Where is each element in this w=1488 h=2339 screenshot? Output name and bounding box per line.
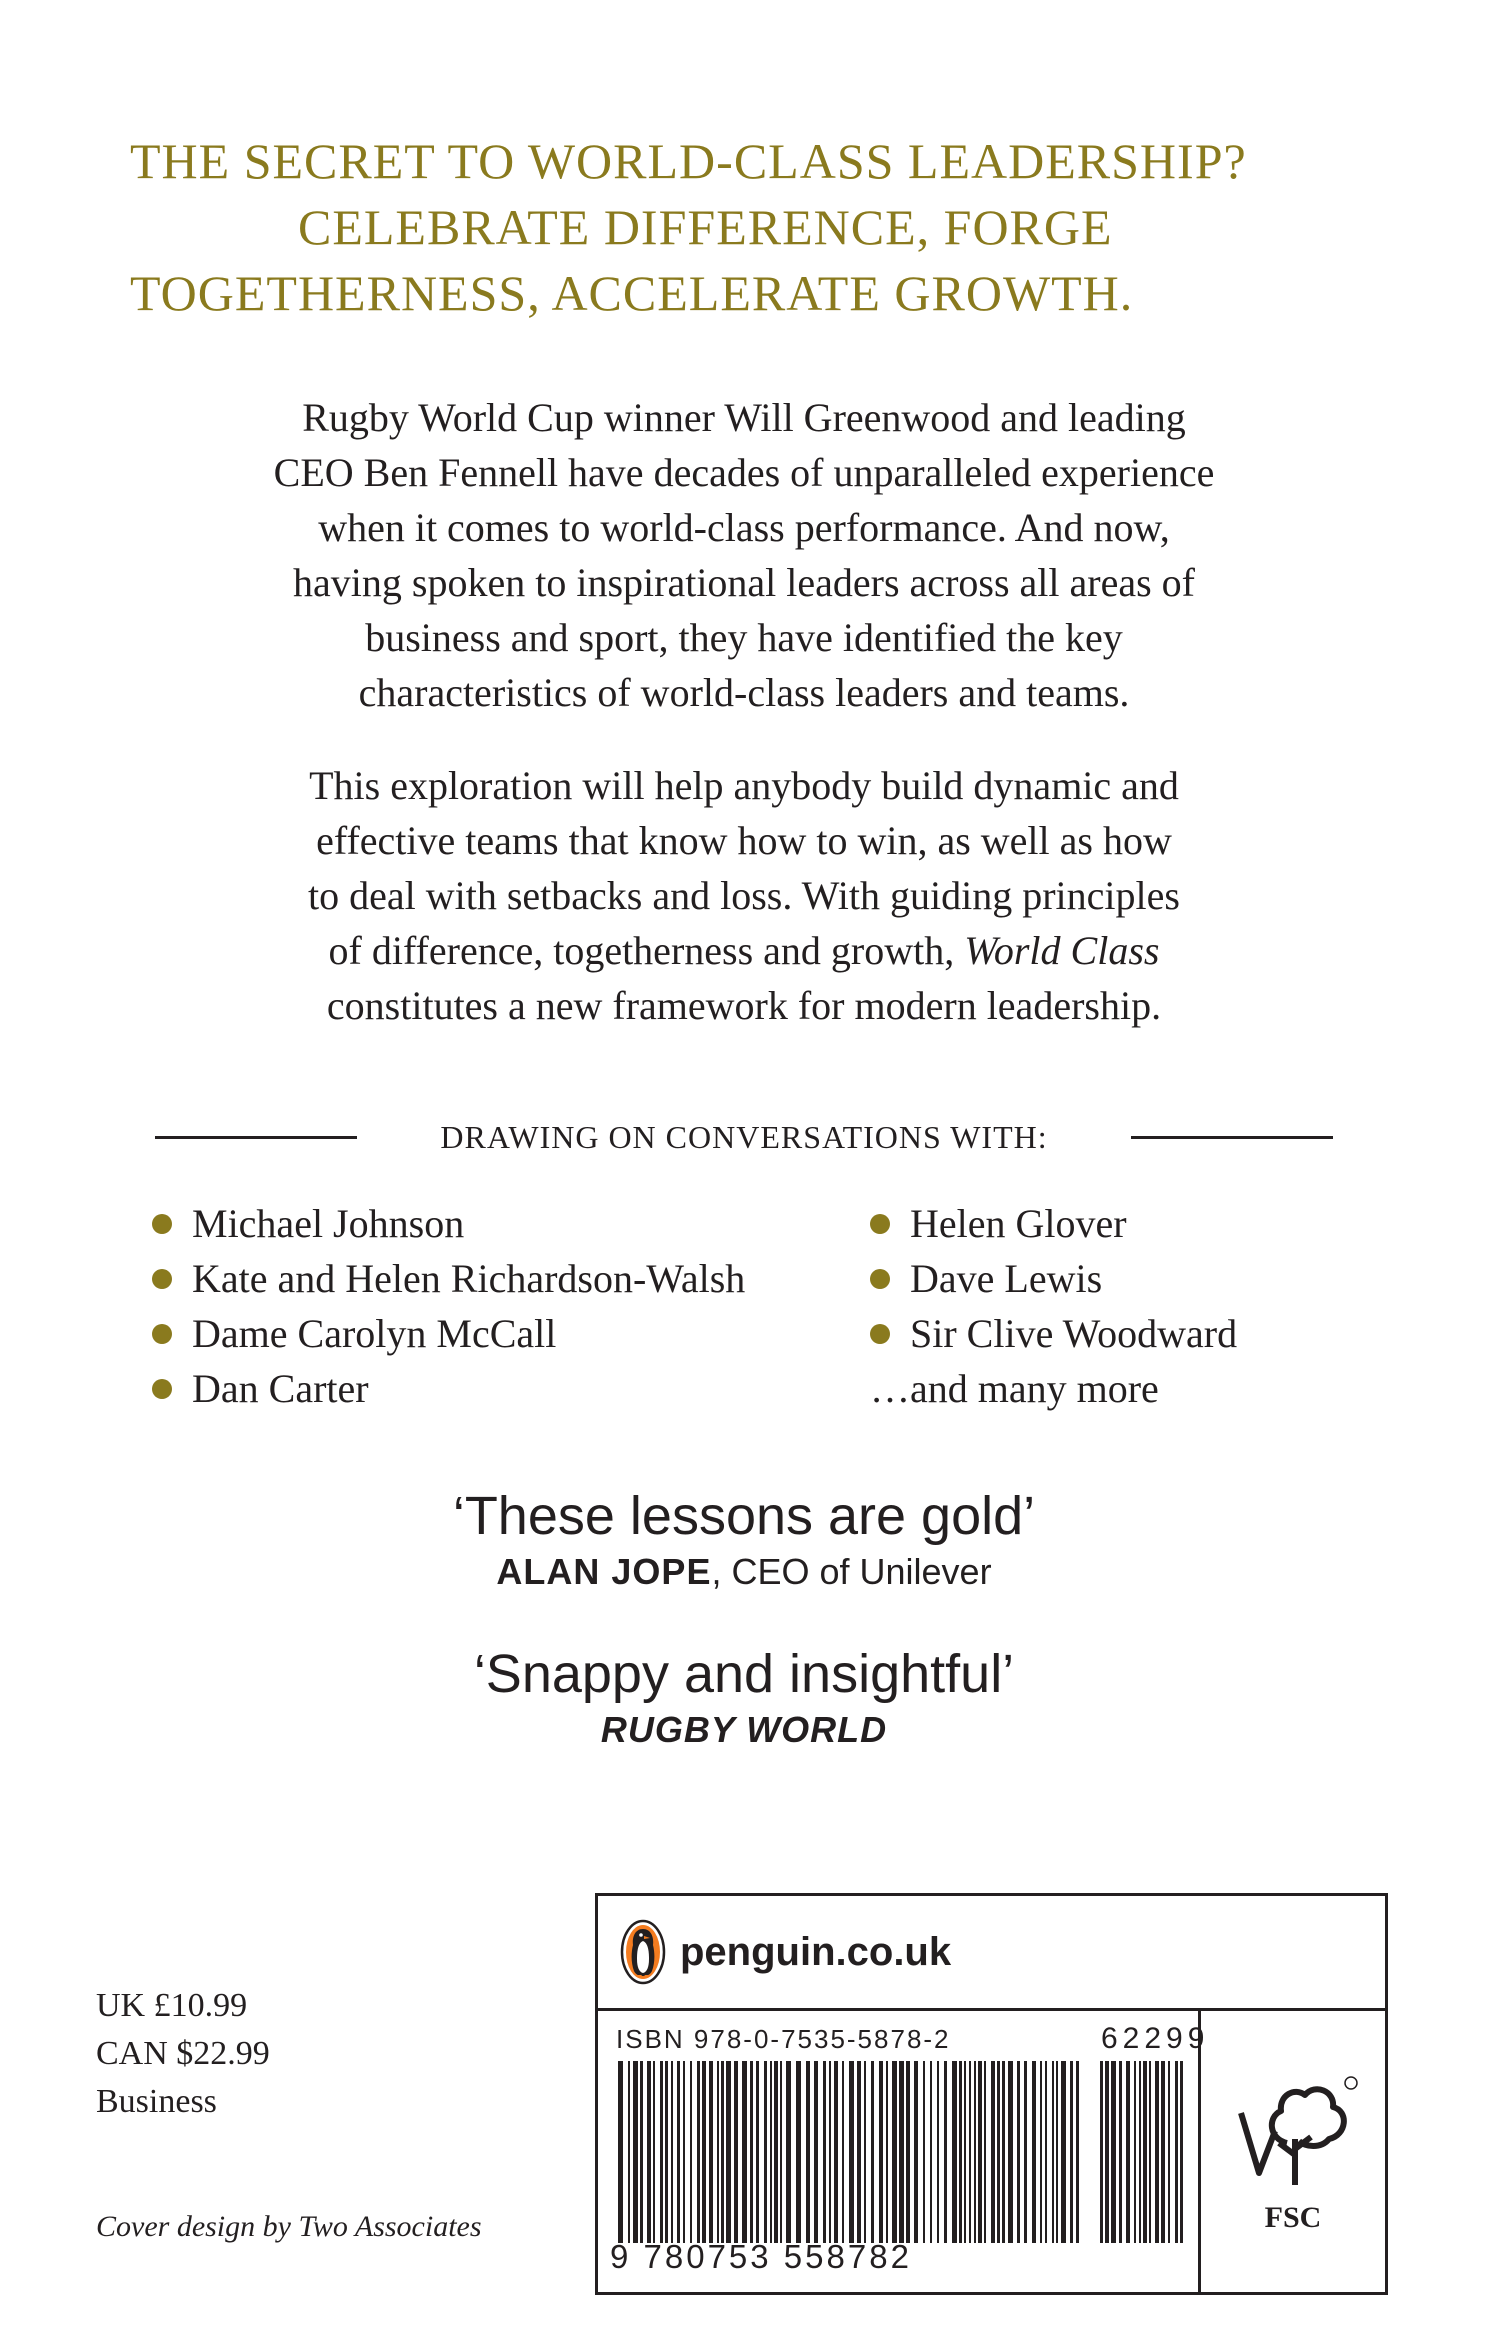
- barcode-bar: [1180, 2061, 1183, 2243]
- publisher-website: penguin.co.uk: [680, 1929, 952, 1974]
- barcode-bar: [786, 2061, 791, 2243]
- barcode-bar: [653, 2061, 655, 2243]
- blurb-line: Rugby World Cup winner Will Greenwood and leading: [302, 395, 1186, 440]
- headline-line-3: TOGETHERNESS, ACCELERATE GROWTH.: [130, 265, 1134, 321]
- barcode-bar: [734, 2061, 738, 2243]
- barcode-bar: [849, 2061, 854, 2243]
- barcode-bar: [742, 2061, 747, 2243]
- cover-design-credit: Cover design by Two Associates: [96, 2210, 482, 2243]
- barcode-icon: [616, 2061, 1086, 2243]
- blurb-paragraph-1: [100, 390, 1388, 720]
- blurb-paragraph-2: [100, 758, 1388, 1033]
- barcode-bar: [628, 2061, 630, 2243]
- blurb-line: when it comes to world-class performance. And now,: [318, 505, 1170, 550]
- quote-text: ‘Snappy and insightful’: [473, 1644, 1015, 1704]
- barcode-bar: [1143, 2061, 1147, 2243]
- blurb-line: This exploration will help anybody build dynamic and: [309, 763, 1179, 808]
- blurb-line: characteristics of world-class leaders and teams.: [358, 670, 1130, 715]
- barcode-bar: [1126, 2061, 1130, 2243]
- price-can: CAN $22.99: [96, 2035, 270, 2072]
- barcode-bar: [1105, 2061, 1109, 2243]
- barcode-bar: [1119, 2061, 1122, 2243]
- barcode-bar: [660, 2061, 663, 2243]
- barcode-bar: [697, 2061, 700, 2243]
- bullet-icon: [870, 1269, 890, 1289]
- fsc-label: FSC: [1264, 2201, 1322, 2234]
- list-item: [152, 1306, 745, 1361]
- pricing-block: [96, 1982, 270, 2126]
- bullet-icon: [152, 1324, 172, 1344]
- bullet-icon: [870, 1214, 890, 1234]
- barcode-bar: [1139, 2061, 1141, 2243]
- blurb-line: [100, 923, 1388, 978]
- barcode-addon-icon: [1098, 2061, 1188, 2243]
- quote-text: ‘These lessons are gold’: [452, 1486, 1036, 1546]
- bullet-icon: [152, 1214, 172, 1234]
- barcode-bar: [1024, 2061, 1027, 2243]
- fsc-cell: [1198, 2011, 1385, 2292]
- divider-right: [1131, 1136, 1333, 1139]
- barcode-bar: [1002, 2061, 1005, 2243]
- barcode-bar: [1032, 2061, 1036, 2243]
- blurb-text: of difference, togetherness and growth,: [328, 928, 965, 973]
- barcode-bar: [806, 2061, 810, 2243]
- barcode-bar: [640, 2061, 643, 2243]
- barcode-bar: [774, 2061, 778, 2243]
- conversations-heading-row: [155, 1112, 1333, 1162]
- barcode-bar: [1134, 2061, 1136, 2243]
- review-quote-1: [0, 1484, 1488, 1596]
- conversations-heading: DRAWING ON CONVERSATIONS WITH:: [440, 1118, 1048, 1155]
- contributors-list-left: [152, 1196, 745, 1416]
- list-item: [870, 1306, 1237, 1361]
- list-item: [870, 1196, 1237, 1251]
- barcode-bar: [671, 2061, 673, 2243]
- contributor-name: Dan Carter: [192, 1366, 369, 1411]
- barcode-bar: [764, 2061, 767, 2243]
- barcode-bar: [864, 2061, 866, 2243]
- review-quote-2: [0, 1642, 1488, 1754]
- barcode-bar: [709, 2061, 713, 2243]
- bullet-icon: [152, 1269, 172, 1289]
- barcode-addon-digits: 62299: [1101, 2022, 1210, 2055]
- barcode-bar: [969, 2061, 971, 2243]
- contributor-name: Helen Glover: [910, 1201, 1127, 1246]
- barcode-bar: [1040, 2061, 1042, 2243]
- price-uk: UK £10.99: [96, 1987, 248, 2024]
- barcode-bar: [1017, 2061, 1020, 2243]
- barcode-bar: [1168, 2061, 1170, 2243]
- barcode-bar: [991, 2061, 995, 2243]
- isbn-number: ISBN 978-0-7535-5878-2: [616, 2024, 951, 2054]
- headline-line-1: THE SECRET TO WORLD-CLASS LEADERSHIP?: [130, 133, 1247, 189]
- blurb-line: having spoken to inspirational leaders across all areas of: [293, 560, 1195, 605]
- barcode-bar: [959, 2061, 962, 2243]
- barcode-bar: [1175, 2061, 1178, 2243]
- divider-left: [155, 1136, 357, 1139]
- barcode-bar: [879, 2061, 883, 2243]
- fsc-tree-icon: [1229, 2073, 1364, 2193]
- barcode-bar: [1155, 2061, 1159, 2243]
- barcode-bar: [857, 2061, 861, 2243]
- headline-line-2: CELEBRATE DIFFERENCE, FORGE: [298, 199, 1113, 255]
- blurb-line: to deal with setbacks and loss. With guiding principles: [308, 873, 1180, 918]
- barcode-bar: [842, 2061, 844, 2243]
- barcode-bar: [665, 2061, 668, 2243]
- contributor-name: Dame Carolyn McCall: [192, 1311, 557, 1356]
- blurb-line: effective teams that know how to win, as well as how: [316, 818, 1172, 863]
- barcode-bar: [952, 2061, 957, 2243]
- barcode-bar: [823, 2061, 826, 2243]
- list-item: [152, 1361, 745, 1416]
- barcode-bar: [974, 2061, 976, 2243]
- blurb-line: business and sport, they have identified the key: [365, 615, 1123, 660]
- barcode-bar: [1061, 2061, 1066, 2243]
- blurb-line: CEO Ben Fennell have decades of unparalleled experience: [273, 450, 1215, 495]
- barcode-bar: [702, 2061, 706, 2243]
- barcode-bar: [892, 2061, 897, 2243]
- barcode-bar: [1056, 2061, 1058, 2243]
- barcode-bar: [633, 2061, 638, 2243]
- barcode-bar: [1161, 2061, 1165, 2243]
- contributor-name: Kate and Helen Richardson-Walsh: [192, 1256, 746, 1301]
- barcode-bar: [1008, 2061, 1013, 2243]
- blurb-line: constitutes a new framework for modern leadership.: [326, 983, 1162, 1028]
- category-label: Business: [96, 2083, 217, 2120]
- barcode-bar: [984, 2061, 986, 2243]
- barcode-bar: [1070, 2061, 1073, 2243]
- barcode-bar: [1149, 2061, 1151, 2243]
- list-item: [152, 1196, 745, 1251]
- barcode-bar: [997, 2061, 1000, 2243]
- quote-author-role: , CEO of Unilever: [711, 1551, 992, 1592]
- barcode-bar: [1076, 2061, 1079, 2243]
- quote-attribution: [0, 1548, 1488, 1596]
- barcode-bar: [770, 2061, 772, 2243]
- barcode-bar: [726, 2061, 731, 2243]
- quote-author: ALAN JOPE: [496, 1551, 712, 1592]
- barcode-bar: [814, 2061, 818, 2243]
- barcode-bar: [923, 2061, 925, 2243]
- penguin-logo-icon: [620, 1919, 666, 1985]
- barcode-bar: [886, 2061, 888, 2243]
- barcode-bar: [750, 2061, 753, 2243]
- contributor-name: Michael Johnson: [192, 1201, 465, 1246]
- barcode-bar: [647, 2061, 651, 2243]
- barcode-bar: [930, 2061, 932, 2243]
- barcode-bar: [914, 2061, 918, 2243]
- list-item: [152, 1251, 745, 1306]
- barcode-bar: [756, 2061, 759, 2243]
- bullet-icon: [870, 1324, 890, 1344]
- barcode-bar: [1045, 2061, 1047, 2243]
- quote-source: RUGBY WORLD: [600, 1709, 888, 1750]
- barcode-bar: [683, 2061, 685, 2243]
- barcode-bar: [906, 2061, 910, 2243]
- barcode-bar: [780, 2061, 782, 2243]
- barcode-bar: [717, 2061, 719, 2243]
- barcode-bar: [937, 2061, 939, 2243]
- headline: [130, 128, 1370, 326]
- contributor-name: Sir Clive Woodward: [910, 1311, 1238, 1356]
- barcode-bar: [829, 2061, 831, 2243]
- contributors-list-right: [870, 1196, 1237, 1416]
- barcode-bar: [796, 2061, 801, 2243]
- barcode-bar: [834, 2061, 838, 2243]
- barcode-bar: [690, 2061, 692, 2243]
- barcode-bar: [618, 2061, 623, 2243]
- list-item: [870, 1251, 1237, 1306]
- barcode-bar: [944, 2061, 947, 2243]
- book-title: World Class: [964, 928, 1160, 973]
- barcode-bar: [677, 2061, 680, 2243]
- barcode-bar: [899, 2061, 904, 2243]
- barcode-bar: [964, 2061, 966, 2243]
- barcode-bar: [1052, 2061, 1054, 2243]
- list-item-more: …and many more: [870, 1366, 1159, 1411]
- barcode-bar: [871, 2061, 874, 2243]
- bullet-icon: [152, 1379, 172, 1399]
- barcode-bar: [978, 2061, 982, 2243]
- publisher-box: [595, 1893, 1388, 2295]
- barcode-bar: [1111, 2061, 1116, 2243]
- barcode-digits: 9 780753 558782: [610, 2238, 912, 2275]
- publisher-header: [598, 1896, 1385, 2011]
- barcode-bar: [721, 2061, 724, 2243]
- contributor-name: Dave Lewis: [910, 1256, 1103, 1301]
- barcode-bar: [1100, 2061, 1103, 2243]
